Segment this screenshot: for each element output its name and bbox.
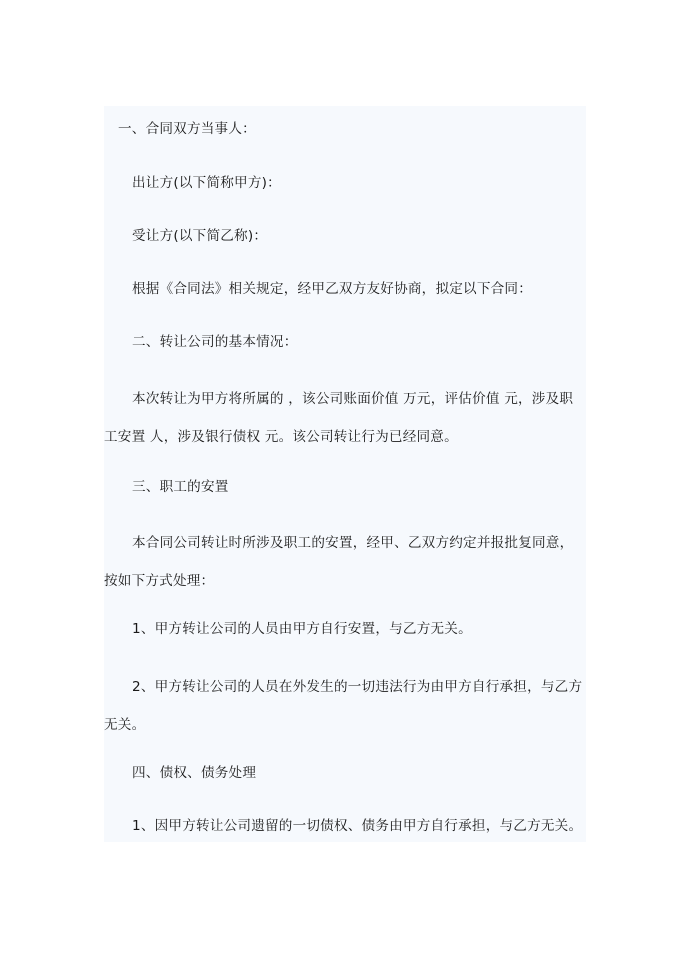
transferor-line: 出让方(以下简称甲方)： [132, 175, 281, 191]
transferee-line: 受让方(以下简乙称)： [132, 228, 268, 244]
contract-text-block [104, 106, 586, 842]
section-heading-debts: 四、债权、债务处理 [132, 765, 257, 781]
staff-arrangement-paragraph: 本合同公司转让时所涉及职工的安置，经甲、乙双方约定并报批复同意，按如下方式处理： [104, 535, 574, 589]
company-info-paragraph: 本次转让为甲方将所属的 ，该公司账面价值 万元，评估价值 元，涉及职工安置 人，涉及银行债权 元。该公司转让行为已经同意。 [104, 391, 574, 445]
staff-item-1: 1、甲方转让公司的人员由甲方自行安置，与乙方无关。 [132, 621, 472, 637]
legal-basis-paragraph: 根据《合同法》相关规定，经甲乙双方友好协商，拟定以下合同： [132, 281, 533, 297]
debts-item-1: 1、因甲方转让公司遗留的一切债权、债务由甲方自行承担，与乙方无关。 [132, 818, 583, 834]
section-heading-parties: 一、合同双方当事人： [118, 121, 256, 137]
section-heading-staff: 三、职工的安置 [132, 479, 229, 495]
staff-item-2: 2、甲方转让公司的人员在外发生的一切违法行为由甲方自行承担，与乙方无关。 [104, 679, 583, 733]
section-heading-company-info: 二、转让公司的基本情况： [132, 334, 298, 350]
